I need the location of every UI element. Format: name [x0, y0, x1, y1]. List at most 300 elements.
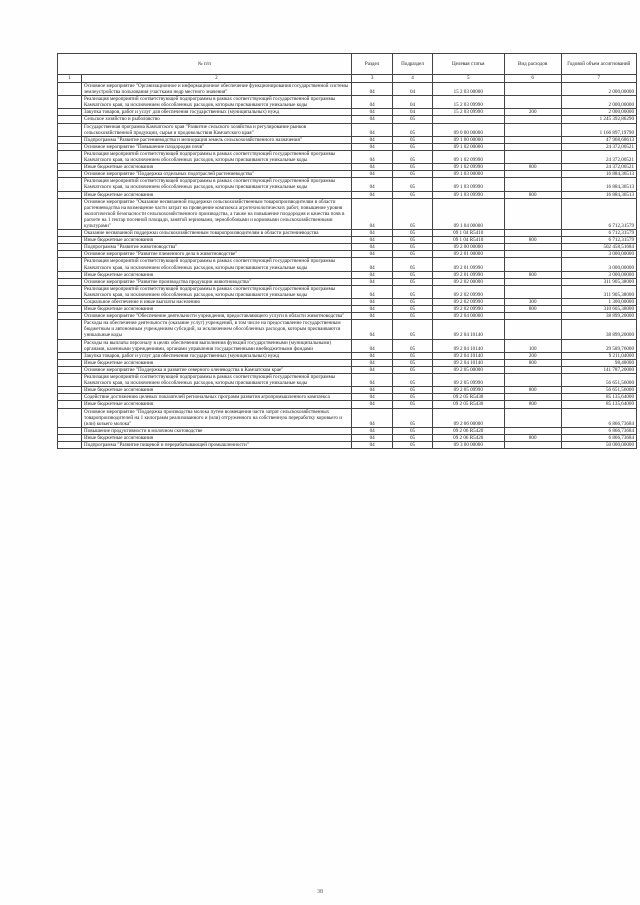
row-section: 04: [351, 109, 393, 116]
header-target: Целевая статья: [432, 54, 504, 75]
row-amount: 3 000,00000: [561, 251, 636, 258]
row-index: [58, 116, 82, 123]
row-amount: 9 211,04000: [561, 352, 636, 359]
row-subsection: 05: [393, 278, 432, 285]
row-name: Иные бюджетные ассигнования: [82, 191, 352, 198]
row-subsection: 05: [393, 271, 432, 278]
row-expense-type: [504, 244, 561, 251]
row-index: [58, 374, 82, 387]
table-row: [58, 374, 637, 387]
row-name: Реализация мероприятий соответствующей подпрограммы в рамках соответствующей государственной программы Камчатского края, за исключением обособленных расходов, которым присваиваются уникальные коды: [82, 285, 352, 298]
row-amount: 29 589,76000: [561, 339, 636, 352]
row-amount: 85 135,64000: [561, 401, 636, 408]
table-row: [58, 164, 637, 171]
row-target: 09 1 04 R5410: [432, 230, 504, 237]
row-target: 09 1 03 09990: [432, 191, 504, 198]
row-name: Оказание несвязанной поддержки сельскохозяйственным товаропроизводителям в области растениеводства: [82, 230, 352, 237]
row-amount: 3 000,00000: [561, 258, 636, 271]
row-amount: 98,40000: [561, 359, 636, 366]
row-expense-type: [504, 313, 561, 320]
row-target: 09 2 05 R5430: [432, 401, 504, 408]
row-amount: 6 866,73684: [561, 434, 636, 441]
row-expense-type: [504, 136, 561, 143]
row-target: 09 1 03 09990: [432, 178, 504, 191]
row-expense-type: 800: [504, 271, 561, 278]
header-subsection: Подраздел: [393, 54, 432, 75]
table-row: [58, 434, 637, 441]
row-section: 04: [351, 198, 393, 229]
page-number: 38: [317, 889, 323, 895]
table-row: [58, 394, 637, 401]
row-section: 04: [351, 434, 393, 441]
header-amount: Годовой объем ассигнований: [561, 54, 636, 75]
row-amount: 56 651,56000: [561, 374, 636, 387]
row-name: Основное мероприятие "Развитие племенного дела в животноводстве": [82, 251, 352, 258]
row-target: [432, 116, 504, 123]
row-section: 04: [351, 366, 393, 373]
row-subsection: 05: [393, 306, 432, 313]
row-subsection: 05: [393, 191, 432, 198]
row-target: 09 1 02 09990: [432, 164, 504, 171]
row-name: Содействие достижению целевых показателей региональных программ развития агропромышленного комплекса: [82, 394, 352, 401]
row-target: 09 1 04 00000: [432, 198, 504, 229]
row-name: Основное мероприятие "Обеспечение деятельности учреждения, предоставляющего услуги в области животноводства": [82, 313, 352, 320]
row-index: [58, 427, 82, 434]
row-expense-type: 800: [504, 434, 561, 441]
row-section: 04: [351, 401, 393, 408]
row-amount: 38 899,20000: [561, 313, 636, 320]
row-index: [58, 339, 82, 352]
row-section: 04: [351, 299, 393, 306]
row-amount: 38 899,20000: [561, 320, 636, 339]
row-amount: 311 905,38000: [561, 285, 636, 298]
row-target: 09 1 02 09990: [432, 150, 504, 163]
row-index: [58, 408, 82, 427]
row-index: [58, 285, 82, 298]
row-target: 09 2 05 00000: [432, 366, 504, 373]
row-index: [58, 164, 82, 171]
row-index: [58, 306, 82, 313]
row-section: 04: [351, 237, 393, 244]
table-row: [58, 143, 637, 150]
row-amount: 311 905,38000: [561, 278, 636, 285]
table-row: [58, 171, 637, 178]
row-expense-type: [504, 366, 561, 373]
row-section: 04: [351, 136, 393, 143]
row-name: Иные бюджетные ассигнования: [82, 306, 352, 313]
row-target: 09 2 05 09990: [432, 387, 504, 394]
row-expense-type: 200: [504, 352, 561, 359]
row-amount: 47 968,68613: [561, 136, 636, 143]
row-expense-type: 800: [504, 164, 561, 171]
row-expense-type: 100: [504, 339, 561, 352]
row-target: 09 2 02 09990: [432, 285, 504, 298]
table-row: [58, 366, 637, 373]
row-target: 15 2 03 00000: [432, 83, 504, 96]
table-row: [58, 278, 637, 285]
row-name: Реализация мероприятий соответствующей подпрограммы в рамках соответствующей государственной программы Камчатского края, за исключением обособленных расходов, которым присваиваются уникальные коды: [82, 178, 352, 191]
row-subsection: 05: [393, 408, 432, 427]
column-number: 7: [561, 75, 636, 83]
row-subsection: 05: [393, 143, 432, 150]
row-expense-type: 800: [504, 237, 561, 244]
row-subsection: 05: [393, 285, 432, 298]
row-section: 04: [351, 306, 393, 313]
row-amount: 1 300,00000: [561, 299, 636, 306]
table-row: [58, 109, 637, 116]
row-expense-type: 200: [504, 109, 561, 116]
row-subsection: 05: [393, 313, 432, 320]
row-subsection: 05: [393, 123, 432, 136]
row-name: Подпрограмма "Развитие пищевой и перерабатывающей промышленности": [82, 441, 352, 448]
row-expense-type: [504, 320, 561, 339]
row-section: 04: [351, 387, 393, 394]
row-target: 09 2 01 09990: [432, 271, 504, 278]
row-index: [58, 136, 82, 143]
row-name: Основное мероприятие "Оказание несвязанной поддержки сельскохозяйственным товаропроизводителям в области растениеводства на возмещение части затрат на проведение комплекса агротехнологических работ, повышение уровня экологической безопасности сельскохозяйственного производства, а также на повышение плодородия и качества почв в расчете на 1 гектар посевной площади, занятой зерновыми, зернобобовыми и кормовыми сельскохозяйственными культурами": [82, 198, 352, 229]
row-name: Основное мероприятие "Поддержка и развитие северного оленеводства в Камчатском крае": [82, 366, 352, 373]
row-index: [58, 198, 82, 229]
row-expense-type: [504, 441, 561, 448]
row-amount: 6 712,31579: [561, 237, 636, 244]
row-subsection: 05: [393, 394, 432, 401]
row-section: 04: [351, 123, 393, 136]
row-subsection: 05: [393, 171, 432, 178]
row-target: 09 2 04 10140: [432, 359, 504, 366]
row-section: 04: [351, 178, 393, 191]
row-amount: 1 245 392,86290: [561, 116, 636, 123]
table-row: [58, 339, 637, 352]
table-body: [58, 83, 637, 449]
row-section: 04: [351, 171, 393, 178]
row-subsection: 05: [393, 427, 432, 434]
row-index: [58, 251, 82, 258]
row-target: 09 3 00 00000: [432, 441, 504, 448]
row-target: 09 2 05 R5430: [432, 394, 504, 401]
table-row: [58, 320, 637, 339]
table-row: [58, 313, 637, 320]
row-subsection: 05: [393, 387, 432, 394]
row-subsection: 05: [393, 230, 432, 237]
row-name: Закупка товаров, работ и услуг для обеспечения государственных (муниципальных) нужд: [82, 352, 352, 359]
row-amount: 3 000,00000: [561, 271, 636, 278]
header-type: Вид расходов: [504, 54, 561, 75]
row-section: 04: [351, 230, 393, 237]
row-expense-type: [504, 198, 561, 229]
column-number-row: [58, 75, 637, 83]
row-subsection: 05: [393, 198, 432, 229]
row-subsection: 05: [393, 359, 432, 366]
row-name: Иные бюджетные ассигнования: [82, 359, 352, 366]
row-name: Иные бюджетные ассигнования: [82, 237, 352, 244]
table-row: [58, 271, 637, 278]
row-amount: 24 372,00521: [561, 150, 636, 163]
row-section: 04: [351, 374, 393, 387]
row-section: 04: [351, 258, 393, 271]
row-target: 09 1 00 00000: [432, 136, 504, 143]
table-row: [58, 198, 637, 229]
row-section: 04: [351, 143, 393, 150]
row-expense-type: [504, 285, 561, 298]
row-section: 04: [351, 359, 393, 366]
row-section: 04: [351, 278, 393, 285]
row-amount: 85 135,64000: [561, 394, 636, 401]
row-subsection: 05: [393, 116, 432, 123]
row-index: [58, 171, 82, 178]
row-target: 09 2 01 00000: [432, 251, 504, 258]
table-row: [58, 150, 637, 163]
row-target: 09 2 02 00000: [432, 278, 504, 285]
row-name: Расходы на обеспечение деятельности (оказание услуг) учреждений, в том числе на предоставление государственным бюджетным и автономным учреждениям субсидий, за исключением обособленных расходов, которым присваиваются уникальные коды: [82, 320, 352, 339]
row-amount: 16 884,36513: [561, 171, 636, 178]
row-index: [58, 123, 82, 136]
row-subsection: 05: [393, 434, 432, 441]
row-section: 04: [351, 96, 393, 109]
row-subsection: 05: [393, 339, 432, 352]
row-index: [58, 271, 82, 278]
row-expense-type: [504, 178, 561, 191]
row-expense-type: [504, 96, 561, 109]
row-section: 04: [351, 313, 393, 320]
row-target: 09 2 02 09990: [432, 299, 504, 306]
table-row: [58, 237, 637, 244]
row-index: [58, 441, 82, 448]
row-name: Реализация мероприятий соответствующей подпрограммы в рамках соответствующей государственной программы Камчатского края, за исключением обособленных расходов, которым присваиваются уникальные коды: [82, 258, 352, 271]
column-number: 5: [432, 75, 504, 83]
row-index: [58, 191, 82, 198]
budget-table: [57, 53, 637, 449]
row-name: Основное мероприятие "Повышение плодородия почв": [82, 143, 352, 150]
row-expense-type: 800: [504, 306, 561, 313]
header-index: № п/п: [58, 54, 352, 75]
row-name: Иные бюджетные ассигнования: [82, 401, 352, 408]
row-name: Реализация мероприятий соответствующей подпрограммы в рамках соответствующей государственной программы Камчатского края, за исключением обособленных расходов, которым присваиваются уникальные коды: [82, 96, 352, 109]
row-section: 04: [351, 320, 393, 339]
table-row: [58, 116, 637, 123]
row-index: [58, 83, 82, 96]
row-target: 09 2 02 09990: [432, 306, 504, 313]
row-index: [58, 401, 82, 408]
table-row: [58, 136, 637, 143]
row-subsection: 05: [393, 164, 432, 171]
table-row: [58, 387, 637, 394]
row-amount: 6 712,31579: [561, 198, 636, 229]
row-expense-type: [504, 258, 561, 271]
row-expense-type: 800: [504, 359, 561, 366]
table-row: [58, 83, 637, 96]
row-subsection: 04: [393, 83, 432, 96]
table-row: [58, 408, 637, 427]
row-amount: 6 866,73684: [561, 427, 636, 434]
table-row: [58, 285, 637, 298]
row-subsection: 05: [393, 374, 432, 387]
column-number: 3: [351, 75, 393, 83]
row-name: Иные бюджетные ассигнования: [82, 271, 352, 278]
row-section: 04: [351, 441, 393, 448]
column-number: 2: [82, 75, 352, 83]
row-amount: 6 866,73684: [561, 408, 636, 427]
table-row: [58, 123, 637, 136]
row-index: [58, 366, 82, 373]
row-name: Государственная программа Камчатского края "Развитие сельского хозяйства и регулирование рынков сельскохозяйственной продукции, сырья и продовольствия Камчатского края": [82, 123, 352, 136]
row-expense-type: 800: [504, 387, 561, 394]
row-expense-type: 800: [504, 401, 561, 408]
table-row: [58, 178, 637, 191]
row-expense-type: 800: [504, 191, 561, 198]
row-index: [58, 109, 82, 116]
row-index: [58, 258, 82, 271]
row-expense-type: [504, 251, 561, 258]
row-target: 09 2 04 10140: [432, 339, 504, 352]
row-amount: 2 000,00000: [561, 96, 636, 109]
row-target: 09 1 03 00000: [432, 171, 504, 178]
row-target: 09 2 06 00000: [432, 408, 504, 427]
row-subsection: 05: [393, 178, 432, 191]
row-index: [58, 278, 82, 285]
row-section: 04: [351, 191, 393, 198]
row-section: 04: [351, 285, 393, 298]
row-name: Расходы на выплаты персоналу в целях обеспечения выполнения функций государственными (муниципальными) органами, казенными учреждениями, органами управления государственными внебюджетными фондами: [82, 339, 352, 352]
row-target: 09 1 02 00000: [432, 143, 504, 150]
row-expense-type: [504, 116, 561, 123]
row-index: [58, 359, 82, 366]
row-subsection: 05: [393, 237, 432, 244]
table-row: [58, 258, 637, 271]
row-expense-type: [504, 171, 561, 178]
row-name: Подпрограмма "Развитие растениеводства и мелиорация земель сельскохозяйственного назначения": [82, 136, 352, 143]
row-section: 04: [351, 339, 393, 352]
row-index: [58, 434, 82, 441]
row-target: 09 2 05 09990: [432, 374, 504, 387]
row-index: [58, 320, 82, 339]
row-index: [58, 313, 82, 320]
row-name: Подпрограмма "Развитие животноводства": [82, 244, 352, 251]
row-subsection: 05: [393, 320, 432, 339]
table-row: [58, 191, 637, 198]
header-row: [58, 54, 637, 75]
row-subsection: 05: [393, 136, 432, 143]
row-name: Основное мероприятие "Поддержка производства молока путем возмещения части затрат сельскохозяйственных товаропроизводителей на 1 килограмм реализованного и (или) отгруженного на собственную переработку коровьего и (или) козьего молока": [82, 408, 352, 427]
row-amount: 16 884,36513: [561, 178, 636, 191]
row-target: 09 2 04 00000: [432, 313, 504, 320]
table-row: [58, 359, 637, 366]
row-expense-type: [504, 278, 561, 285]
row-section: 04: [351, 244, 393, 251]
row-target: 09 2 06 R5420: [432, 427, 504, 434]
row-section: 04: [351, 394, 393, 401]
row-name: Реализация мероприятий соответствующей подпрограммы в рамках соответствующей государственной программы Камчатского края, за исключением обособленных расходов, которым присваиваются уникальные коды: [82, 374, 352, 387]
row-expense-type: [504, 150, 561, 163]
row-target: 15 2 03 09990: [432, 109, 504, 116]
row-section: 04: [351, 150, 393, 163]
row-index: [58, 394, 82, 401]
row-amount: 310 605,38000: [561, 306, 636, 313]
row-subsection: 04: [393, 109, 432, 116]
table-row: [58, 352, 637, 359]
row-index: [58, 150, 82, 163]
row-section: 04: [351, 352, 393, 359]
row-amount: 1 166 897,19790: [561, 123, 636, 136]
row-name: Сельское хозяйство и рыболовство: [82, 116, 352, 123]
row-section: 04: [351, 251, 393, 258]
row-target: 09 2 06 R5420: [432, 434, 504, 441]
table-row: [58, 441, 637, 448]
table-row: [58, 427, 637, 434]
row-name: Закупка товаров, работ и услуг для обеспечения государственных (муниципальных) нужд: [82, 109, 352, 116]
row-amount: 50 000,00000: [561, 441, 636, 448]
table-row: [58, 306, 637, 313]
row-expense-type: [504, 83, 561, 96]
table-row: [58, 230, 637, 237]
row-subsection: 05: [393, 401, 432, 408]
table-row: [58, 401, 637, 408]
row-target: 09 2 04 10140: [432, 320, 504, 339]
row-subsection: 04: [393, 96, 432, 109]
row-name: Основное мероприятие "Организационное и информационное обеспечение функционирования государственной системы землеустройства пользования участками недр местного значения": [82, 83, 352, 96]
row-expense-type: [504, 408, 561, 427]
row-name: Иные бюджетные ассигнования: [82, 434, 352, 441]
row-subsection: 05: [393, 352, 432, 359]
row-expense-type: [504, 374, 561, 387]
row-name: Иные бюджетные ассигнования: [82, 387, 352, 394]
table-row: [58, 299, 637, 306]
row-index: [58, 237, 82, 244]
row-section: 04: [351, 164, 393, 171]
row-amount: 502 458,51684: [561, 244, 636, 251]
row-name: Повышение продуктивности в молочном скотоводстве: [82, 427, 352, 434]
column-number: 6: [504, 75, 561, 83]
row-target: 09 2 00 00000: [432, 244, 504, 251]
row-expense-type: [504, 230, 561, 237]
row-section: 04: [351, 408, 393, 427]
header-section: Раздел: [351, 54, 393, 75]
row-index: [58, 352, 82, 359]
row-index: [58, 143, 82, 150]
row-subsection: 05: [393, 150, 432, 163]
row-amount: 2 000,00000: [561, 83, 636, 96]
row-index: [58, 299, 82, 306]
row-name: Основное мероприятие "Поддержка отдельных подотраслей растениеводства": [82, 171, 352, 178]
row-index: [58, 178, 82, 191]
row-expense-type: [504, 394, 561, 401]
row-amount: 56 651,56000: [561, 387, 636, 394]
row-section: 04: [351, 116, 393, 123]
row-subsection: 05: [393, 299, 432, 306]
row-subsection: 05: [393, 441, 432, 448]
row-expense-type: 300: [504, 299, 561, 306]
row-name: Реализация мероприятий соответствующей подпрограммы в рамках соответствующей государственной программы Камчатского края, за исключением обособленных расходов, которым присваиваются уникальные коды: [82, 150, 352, 163]
row-target: 09 0 00 00000: [432, 123, 504, 136]
row-target: 09 1 04 R5410: [432, 237, 504, 244]
row-amount: 24 372,00521: [561, 164, 636, 171]
row-amount: 24 372,00521: [561, 143, 636, 150]
column-number: 1: [58, 75, 82, 83]
row-name: Социальное обеспечение и иные выплаты населению: [82, 299, 352, 306]
row-target: 09 2 01 09990: [432, 258, 504, 271]
row-amount: 141 787,20000: [561, 366, 636, 373]
row-index: [58, 230, 82, 237]
row-subsection: 05: [393, 258, 432, 271]
row-target: 09 2 04 10140: [432, 352, 504, 359]
row-subsection: 05: [393, 251, 432, 258]
row-section: 04: [351, 83, 393, 96]
row-index: [58, 387, 82, 394]
row-name: Иные бюджетные ассигнования: [82, 164, 352, 171]
row-subsection: 05: [393, 366, 432, 373]
row-index: [58, 96, 82, 109]
row-section: 04: [351, 427, 393, 434]
row-index: [58, 244, 82, 251]
